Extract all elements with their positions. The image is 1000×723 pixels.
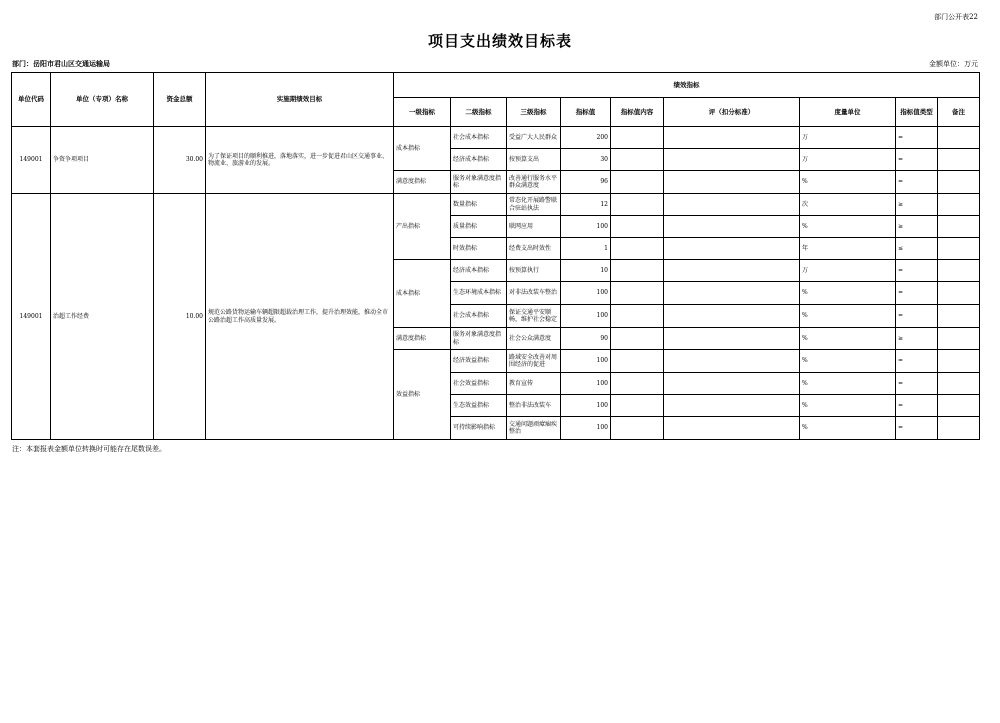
value-type-cell: = <box>896 149 938 171</box>
header-value-type: 指标值类型 <box>896 98 938 127</box>
value-cell: 100 <box>561 282 611 305</box>
scoring-cell <box>664 171 800 194</box>
measure-unit-cell: 万 <box>800 260 896 282</box>
footnote: 注：本套报表金额单位转换时可能存在尾数误差。 <box>12 445 166 453</box>
unit-code-cell: 149001 <box>12 194 51 440</box>
value-type-cell: = <box>896 260 938 282</box>
value-cell: 100 <box>561 417 611 440</box>
level1-cell: 满意度指标 <box>394 171 451 194</box>
value-cell: 90 <box>561 328 611 350</box>
level2-cell: 社会成本指标 <box>451 305 507 328</box>
goal-cell: 为了保证项目的顺利推进，落地落实，进一步促进君山区交通事业、物流业、旅游业的发展。 <box>206 127 394 194</box>
amount-unit-label: 金额单位：万元 <box>929 60 978 68</box>
performance-table <box>11 72 980 440</box>
value-type-cell: = <box>896 350 938 373</box>
measure-unit-cell: % <box>800 417 896 440</box>
value-cell: 10 <box>561 260 611 282</box>
level1-cell: 成本指标 <box>394 260 451 328</box>
remark-cell <box>938 127 980 149</box>
value-cell: 100 <box>561 395 611 417</box>
value-cell: 12 <box>561 194 611 216</box>
value-type-cell: = <box>896 395 938 417</box>
content-cell <box>611 216 664 238</box>
value-type-cell: = <box>896 417 938 440</box>
level3-cell: 常态化开展路警联合驻站执法 <box>507 194 561 216</box>
level2-cell: 经济成本指标 <box>451 149 507 171</box>
header-total-funds: 资金总额 <box>154 73 206 127</box>
remark-cell <box>938 328 980 350</box>
value-cell: 1 <box>561 238 611 260</box>
measure-unit-cell: % <box>800 305 896 328</box>
scoring-cell <box>664 328 800 350</box>
value-cell: 100 <box>561 350 611 373</box>
header-level3: 三级指标 <box>507 98 561 127</box>
measure-unit-cell: % <box>800 395 896 417</box>
value-type-cell: ≤ <box>896 238 938 260</box>
content-cell <box>611 350 664 373</box>
level3-cell: 改善通行服务水平群众满意度 <box>507 171 561 194</box>
remark-cell <box>938 216 980 238</box>
level2-cell: 数量指标 <box>451 194 507 216</box>
level2-cell: 社会成本指标 <box>451 127 507 149</box>
scoring-cell <box>664 305 800 328</box>
level1-cell: 产出指标 <box>394 194 451 260</box>
remark-cell <box>938 238 980 260</box>
scoring-cell <box>664 216 800 238</box>
measure-unit-cell: 万 <box>800 127 896 149</box>
value-cell: 30 <box>561 149 611 171</box>
content-cell <box>611 417 664 440</box>
value-type-cell: ≥ <box>896 328 938 350</box>
measure-unit-cell: 年 <box>800 238 896 260</box>
content-cell <box>611 127 664 149</box>
level3-cell: 交通问题顽瘴痼疾整治 <box>507 417 561 440</box>
content-cell <box>611 305 664 328</box>
level2-cell: 服务对象满意度指标 <box>451 171 507 194</box>
value-type-cell: ≥ <box>896 194 938 216</box>
content-cell <box>611 373 664 395</box>
scoring-cell <box>664 149 800 171</box>
amount-cell: 30.00 <box>154 127 206 194</box>
value-cell: 100 <box>561 216 611 238</box>
header-level1: 一级指标 <box>394 98 451 127</box>
level3-cell: 经费支出时效性 <box>507 238 561 260</box>
scoring-cell <box>664 194 800 216</box>
measure-unit-cell: % <box>800 328 896 350</box>
content-cell <box>611 282 664 305</box>
level2-cell: 生态效益指标 <box>451 395 507 417</box>
level2-cell: 社会效益指标 <box>451 373 507 395</box>
level2-cell: 可持续影响指标 <box>451 417 507 440</box>
content-cell <box>611 171 664 194</box>
content-cell <box>611 238 664 260</box>
level2-cell: 生态环境成本指标 <box>451 282 507 305</box>
level3-cell: 按预算支出 <box>507 149 561 171</box>
content-cell <box>611 395 664 417</box>
header-content: 指标值内容 <box>611 98 664 127</box>
scoring-cell <box>664 282 800 305</box>
amount-cell: 10.00 <box>154 194 206 440</box>
value-type-cell: ≥ <box>896 216 938 238</box>
header-measure-unit: 度量单位 <box>800 98 896 127</box>
header-value: 指标值 <box>561 98 611 127</box>
remark-cell <box>938 305 980 328</box>
level1-cell: 满意度指标 <box>394 328 451 350</box>
header-level2: 二级指标 <box>451 98 507 127</box>
level3-cell: 路域安全改善对周围经济的促进 <box>507 350 561 373</box>
department-label: 部门：岳阳市君山区交通运输局 <box>12 59 110 68</box>
remark-cell <box>938 282 980 305</box>
value-cell: 100 <box>561 373 611 395</box>
scoring-cell <box>664 395 800 417</box>
goal-cell: 规范公路货物运输车辆超限超载治理工作，提升治理效能，推动全市公路治超工作高质量发展。 <box>206 194 394 440</box>
header-perf-indicators: 绩效指标 <box>394 73 980 98</box>
value-type-cell: = <box>896 373 938 395</box>
unit-name-cell: 争资争项项目 <box>51 127 154 194</box>
measure-unit-cell: 次 <box>800 194 896 216</box>
remark-cell <box>938 171 980 194</box>
scoring-cell <box>664 350 800 373</box>
scoring-cell <box>664 238 800 260</box>
value-type-cell: = <box>896 127 938 149</box>
table-row <box>12 194 980 216</box>
remark-cell <box>938 194 980 216</box>
remark-cell <box>938 260 980 282</box>
header-remark: 备注 <box>938 98 980 127</box>
value-cell: 100 <box>561 305 611 328</box>
value-type-cell: = <box>896 282 938 305</box>
level3-cell: 联网应用 <box>507 216 561 238</box>
remark-cell <box>938 149 980 171</box>
table-number-label: 部门公开表22 <box>934 13 978 21</box>
header-unit-name: 单位（专项）名称 <box>51 73 154 127</box>
level3-cell: 保证交通平安顺畅，维护社会稳定 <box>507 305 561 328</box>
unit-code-cell: 149001 <box>12 127 51 194</box>
level3-cell: 社会公众满意度 <box>507 328 561 350</box>
scoring-cell <box>664 417 800 440</box>
level1-cell: 效益指标 <box>394 350 451 440</box>
level1-cell: 成本指标 <box>394 127 451 171</box>
unit-name-cell: 治超工作经费 <box>51 194 154 440</box>
scoring-cell <box>664 260 800 282</box>
remark-cell <box>938 350 980 373</box>
measure-unit-cell: % <box>800 373 896 395</box>
level3-cell: 按预算执行 <box>507 260 561 282</box>
level2-cell: 时效指标 <box>451 238 507 260</box>
header-goal: 实施期绩效目标 <box>206 73 394 127</box>
level3-cell: 对非法改装车整治 <box>507 282 561 305</box>
header-scoring: 评（扣分标准） <box>664 98 800 127</box>
level3-cell: 教育宣传 <box>507 373 561 395</box>
level2-cell: 服务对象满意度指标 <box>451 328 507 350</box>
measure-unit-cell: % <box>800 350 896 373</box>
measure-unit-cell: % <box>800 216 896 238</box>
page-title: 项目支出绩效目标表 <box>427 32 572 50</box>
table-row <box>12 127 980 149</box>
scoring-cell <box>664 373 800 395</box>
remark-cell <box>938 395 980 417</box>
remark-cell <box>938 417 980 440</box>
level2-cell: 经济成本指标 <box>451 260 507 282</box>
value-cell: 96 <box>561 171 611 194</box>
header-unit-code: 单位代码 <box>12 73 51 127</box>
content-cell <box>611 194 664 216</box>
scoring-cell <box>664 127 800 149</box>
level3-cell: 整治非法改装车 <box>507 395 561 417</box>
measure-unit-cell: 万 <box>800 149 896 171</box>
level2-cell: 经济效益指标 <box>451 350 507 373</box>
value-cell: 200 <box>561 127 611 149</box>
measure-unit-cell: % <box>800 171 896 194</box>
content-cell <box>611 260 664 282</box>
value-type-cell: = <box>896 305 938 328</box>
remark-cell <box>938 373 980 395</box>
level3-cell: 受益广大人民群众 <box>507 127 561 149</box>
content-cell <box>611 149 664 171</box>
level2-cell: 质量指标 <box>451 216 507 238</box>
measure-unit-cell: % <box>800 282 896 305</box>
value-type-cell: = <box>896 171 938 194</box>
content-cell <box>611 328 664 350</box>
